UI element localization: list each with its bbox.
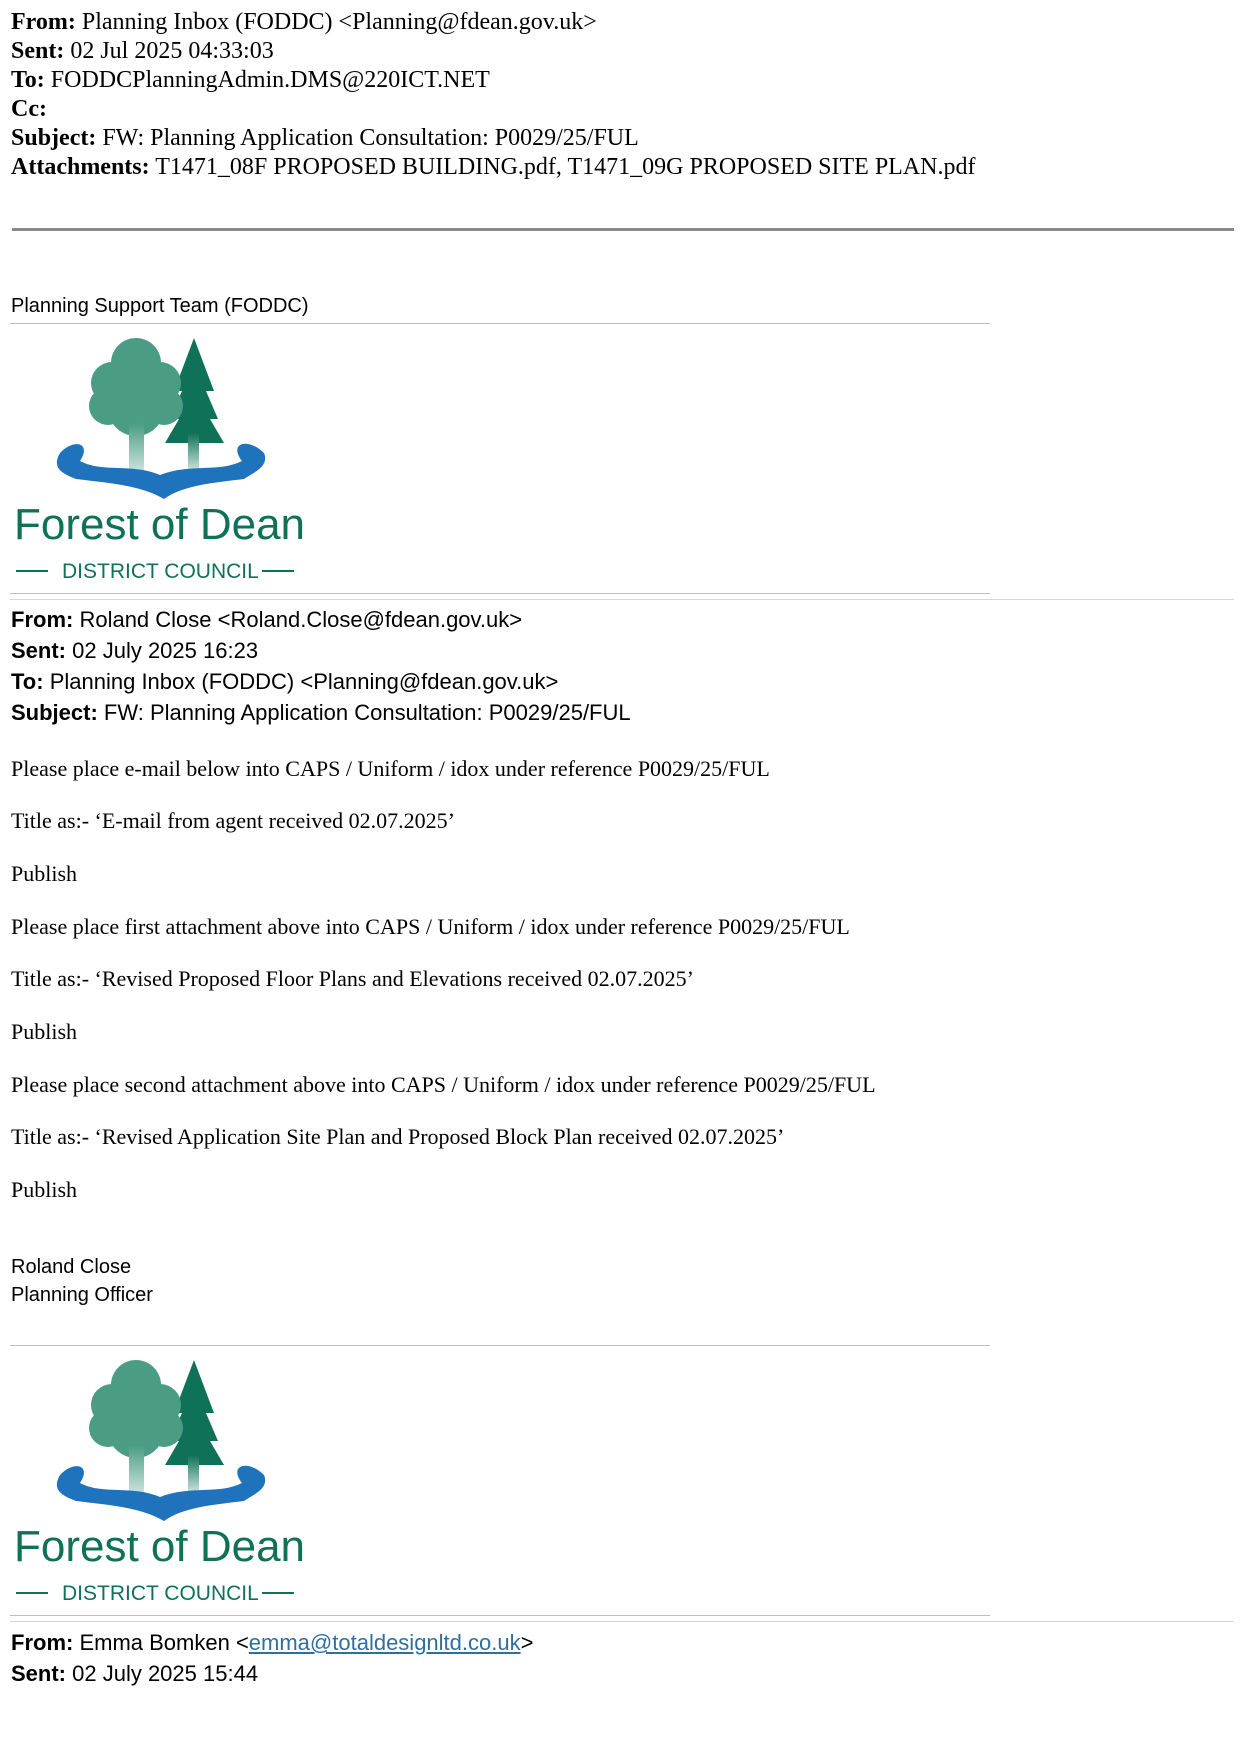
message1-subject-row <box>11 697 631 728</box>
body-paragraph: Please place second attachment above into CAPS / Uniform / idox under reference P0029/25/FUL <box>11 1072 876 1097</box>
body-paragraph: Publish <box>11 1019 78 1044</box>
message1-from-row <box>11 604 631 635</box>
sent-value: 02 July 2025 15:44 <box>72 1661 259 1686</box>
signature-name: Roland Close <box>11 1256 132 1278</box>
river-icon <box>57 1466 265 1521</box>
council-logo <box>12 1355 322 1605</box>
subject-label: Subject: <box>11 700 98 725</box>
message2-from-row <box>11 1627 533 1658</box>
from-name: Emma Bomken < <box>79 1630 249 1655</box>
body-paragraph: Title as:- ‘E-mail from agent received 02.07.2025’ <box>11 808 455 833</box>
attachments-value: T1471_08F PROPOSED BUILDING.pdf, T1471_09G PROPOSED SITE PLAN.pdf <box>155 154 976 180</box>
outer-to-row <box>11 66 976 95</box>
logo-name: Forest of Dean <box>14 1522 306 1571</box>
cc-label: Cc: <box>11 96 47 122</box>
tree-icon <box>89 1360 183 1458</box>
body-paragraph: Publish <box>11 861 78 886</box>
message1-sent-row <box>11 635 631 666</box>
from-label: From: <box>11 607 74 632</box>
to-value: Planning Inbox (FODDC) <Planning@fdean.gov.uk> <box>49 669 559 694</box>
sent-label: Sent: <box>11 38 65 64</box>
outer-from-row <box>11 8 976 37</box>
body-paragraph: Title as:- ‘Revised Application Site Plan and Proposed Block Plan received 02.07.2025’ <box>11 1124 785 1149</box>
from-value: Planning Inbox (FODDC) <Planning@fdean.gov.uk> <box>81 9 597 35</box>
message1-to-row <box>11 666 631 697</box>
logo-subtitle: DISTRICT COUNCIL <box>62 1582 259 1605</box>
to-label: To: <box>11 669 44 694</box>
subject-value: FW: Planning Application Consultation: P0029/25/FUL <box>102 125 639 151</box>
outer-subject-row <box>11 124 976 153</box>
outer-sent-row <box>11 37 976 66</box>
outer-attachments-row <box>11 153 976 182</box>
message-divider <box>10 599 1234 600</box>
message1-header <box>11 604 631 728</box>
body-paragraph: Title as:- ‘Revised Proposed Floor Plans and Elevations received 02.07.2025’ <box>11 966 694 991</box>
header-divider <box>12 228 1234 231</box>
officer-signature <box>11 1253 153 1309</box>
logo-subtitle: DISTRICT COUNCIL <box>62 560 259 583</box>
body-paragraph: Please place e-mail below into CAPS / Uniform / idox under reference P0029/25/FUL <box>11 756 770 781</box>
sent-value: 02 Jul 2025 04:33:03 <box>70 38 274 64</box>
from-label: From: <box>11 9 76 35</box>
to-label: To: <box>11 67 45 93</box>
subject-value: FW: Planning Application Consultation: P0029/25/FUL <box>103 700 631 725</box>
message-divider <box>10 1621 1234 1622</box>
sender-email-link[interactable]: emma@totaldesignltd.co.uk <box>248 1630 521 1655</box>
message2-header <box>11 1627 533 1689</box>
signature-team: Planning Support Team (FODDC) <box>11 295 309 317</box>
to-value: FODDCPlanningAdmin.DMS@220ICT.NET <box>50 67 490 93</box>
signature-rule-bottom <box>10 1615 990 1616</box>
sent-value: 02 July 2025 16:23 <box>72 638 259 663</box>
signature-rule-top <box>10 323 990 324</box>
subject-label: Subject: <box>11 125 97 151</box>
body-paragraph: Please place first attachment above into CAPS / Uniform / idox under reference P0029/25/FUL <box>11 914 850 939</box>
river-icon <box>57 444 265 499</box>
tree-icon <box>89 338 183 436</box>
attachments-label: Attachments: <box>11 154 150 180</box>
outer-cc-row <box>11 95 976 124</box>
signature-rule-bottom <box>10 593 990 594</box>
from-close: > <box>520 1630 534 1655</box>
signature-rule-top <box>10 1345 990 1346</box>
council-logo <box>12 333 322 583</box>
message2-sent-row <box>11 1658 533 1689</box>
sent-label: Sent: <box>11 1661 66 1686</box>
from-value: Roland Close <Roland.Close@fdean.gov.uk> <box>79 607 523 632</box>
sent-label: Sent: <box>11 638 66 663</box>
from-label: From: <box>11 1630 74 1655</box>
signature-title: Planning Officer <box>11 1284 153 1306</box>
body-paragraph: Publish <box>11 1177 78 1202</box>
outer-email-header <box>11 8 976 182</box>
logo-name: Forest of Dean <box>14 500 306 549</box>
